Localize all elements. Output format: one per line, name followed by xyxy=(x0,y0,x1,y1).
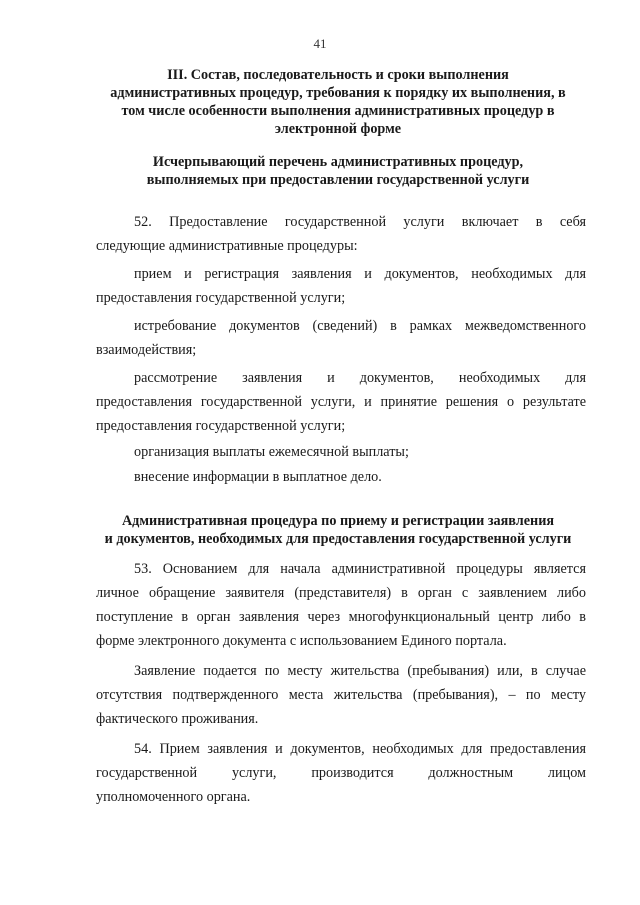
list-item-review xyxy=(96,366,586,438)
paragraph-line: фактического проживания. xyxy=(96,711,259,727)
paragraph-line: 54. Прием заявления и документов, необходимых для предоставления xyxy=(134,741,586,757)
list-item-reception xyxy=(96,262,586,310)
paragraph-line: предоставления государственной услуги; xyxy=(96,418,346,434)
subheading-line: Административная процедура по приему и регистрации заявления xyxy=(121,513,555,529)
paragraph-line: предоставления государственной услуги; xyxy=(96,290,346,306)
section-heading-line: электронной форме xyxy=(274,121,402,137)
paragraph-line: личное обращение заявителя (представителя) в орган с заявлением либо xyxy=(96,585,586,601)
subheading-line: и документов, необходимых для предоставления государственной услуги xyxy=(104,531,572,547)
paragraph-line: рассмотрение заявления и документов, необходимых для xyxy=(134,370,586,386)
paragraph-line: Заявление подается по месту жительства (пребывания) или, в случае xyxy=(134,663,586,679)
paragraph-line: 53. Основанием для начала административной процедуры является xyxy=(134,561,586,577)
paragraph-line: форме электронного документа с использованием Единого портала. xyxy=(96,633,507,649)
section-heading-line: III. Состав, последовательность и сроки выполнения xyxy=(167,67,509,83)
paragraph-line: прием и регистрация заявления и документов, необходимых для xyxy=(134,266,586,282)
list-item-payment xyxy=(96,440,586,464)
subheading-line: Исчерпывающий перечень административных процедур, xyxy=(152,154,524,170)
section-heading-line: том числе особенности выполнения административных процедур в xyxy=(121,103,555,119)
section-heading xyxy=(88,66,588,138)
paragraph-54 xyxy=(96,737,586,809)
paragraph-52 xyxy=(96,210,586,258)
list-item-request-documents xyxy=(96,314,586,362)
paragraph-line: поступление в орган заявления через многофункциональный центр либо в xyxy=(96,609,586,625)
paragraph-53 xyxy=(96,557,586,653)
paragraph-line: предоставления государственной услуги, и принятие решения о результате xyxy=(96,394,586,410)
section-heading-line: административных процедур, требования к порядку их выполнения, в xyxy=(110,85,566,101)
paragraph-line: 52. Предоставление государственной услуги включает в себя xyxy=(134,214,586,230)
paragraph-line: организация выплаты ежемесячной выплаты; xyxy=(134,444,409,460)
paragraph-line: взаимодействия; xyxy=(96,342,197,358)
list-item-payment-file xyxy=(96,465,586,489)
paragraph-line: истребование документов (сведений) в рамках межведомственного xyxy=(134,318,586,334)
paragraph-line: внесение информации в выплатное дело. xyxy=(134,469,382,485)
paragraph-line: следующие административные процедуры: xyxy=(96,238,358,254)
page-number: 41 xyxy=(313,36,327,51)
paragraph-line: отсутствия подтвержденного места жительства (пребывания), – по месту xyxy=(96,687,586,703)
subheading-procedures-list xyxy=(88,153,588,189)
paragraph-line: уполномоченного органа. xyxy=(96,789,251,805)
subheading-reception-procedure xyxy=(88,512,588,548)
subheading-line: выполняемых при предоставлении государственной услуги xyxy=(146,172,530,188)
paragraph-line: государственной услуги, производится должностным лицом xyxy=(96,765,586,781)
paragraph-53-continued xyxy=(96,659,586,731)
